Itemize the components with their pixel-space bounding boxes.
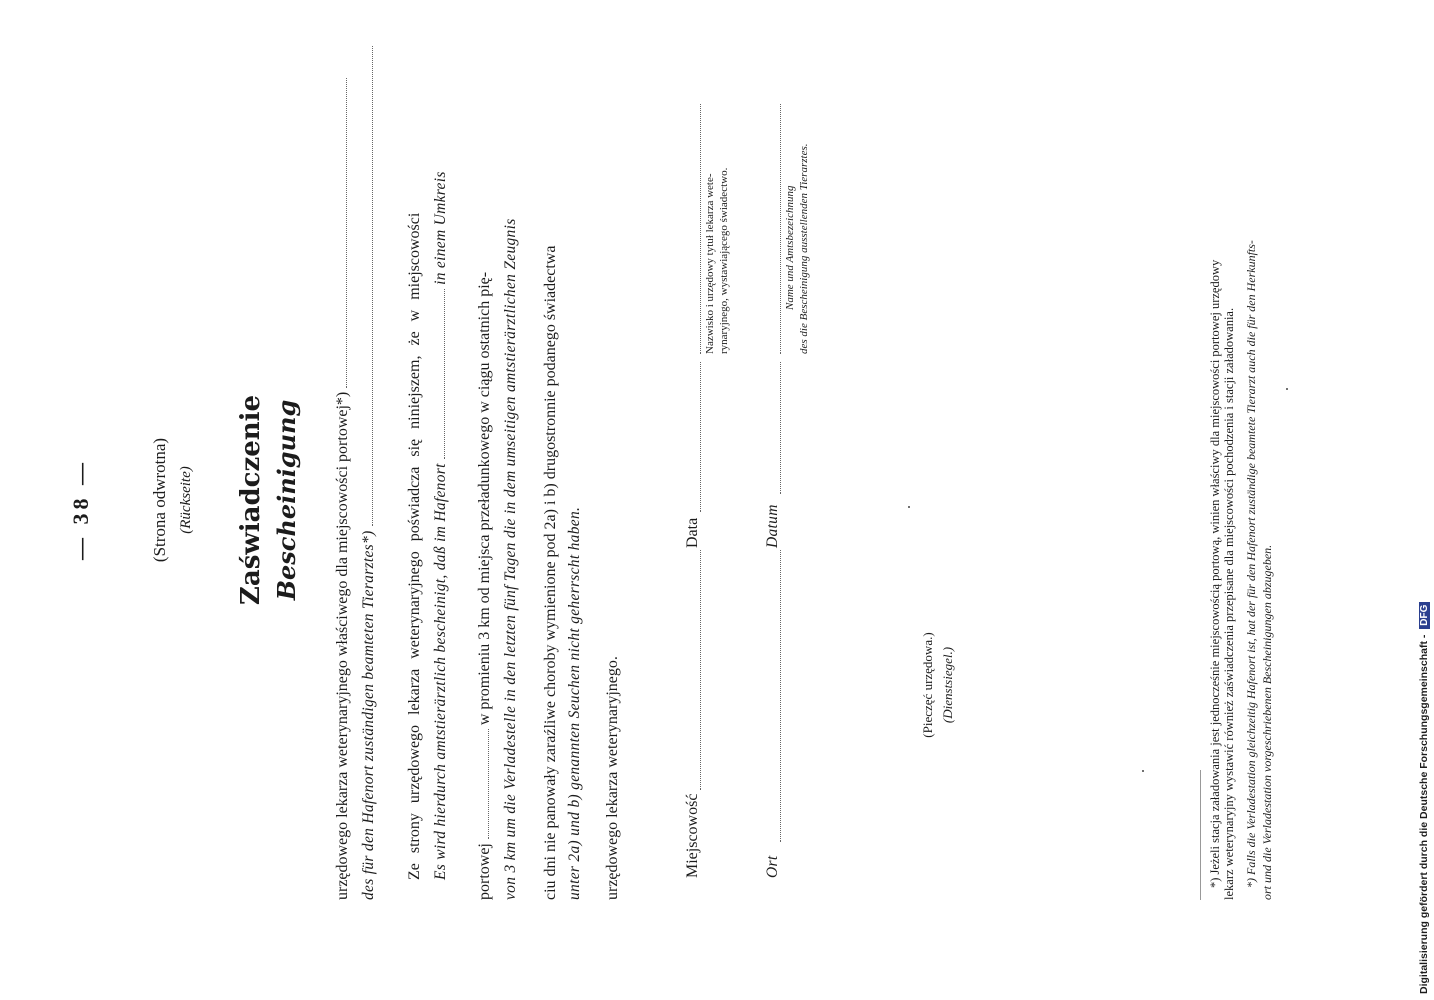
field-ort: Ort [764,855,781,878]
footnote-german-2: ort und die Verladestation vorgeschriebenen Bescheinigungen abzugeben. [1260,544,1274,900]
header-polish: (Strona odwrotna) [150,437,169,563]
title-german: Bescheinigung [272,399,301,601]
footnote-polish-1: *) Jeżeli stacja załadowania jest jednocześnie miejscowością portową, winien właściwy dla miejscowości portowej urzędowy [1208,259,1222,888]
signature-caption-de-2: des die Bescheinigung ausstellenden Tierarztes. [798,143,810,354]
title-polish: Zaświadczenie [236,394,266,606]
data-line [700,362,701,512]
para2-line2-german: von 3 km um die Verladestelle in den letzten fünf Tagen die in dem umseitigen amtstierärztlichen Zeugnis [502,218,519,900]
stamp-german: (Dienstsiegel.) [940,646,955,724]
field-miejscowosc: Miejscowość [684,793,701,878]
para2-line4-polish: urzędowego lekarza weterynaryjnego. [604,656,621,900]
port-name-dots-de [360,46,373,526]
para1-polish: urzędowego lekarza weterynaryjnego właściwego dla miejscowości portowej*) [334,78,352,900]
dfg-logo: DFG [1419,602,1430,629]
signature-caption-de-1: Name und Amtsbezeichnung [784,185,796,310]
para2-line3-polish: ciu dni nie panowały zaraźliwe choroby wymienione pod 2a) i b) drugostronnie podanego świadectwa [542,245,559,900]
ort-line [780,550,781,842]
footnote-polish-2: lekarz weterynaryjny wystawić również zaświadczenia przepisane dla miejscowości pochodzenia i stacji załadowania. [1222,307,1236,900]
para2-line2-polish: portowej w promieniu 3 km od miejsca przeładunkowego w ciągu ostatnich pię- [476,271,493,900]
para2-line1-polish: Ze strony urzędowego lekarza weterynaryjnego poświadcza się niniejszem, że w miejscowości [406,212,423,880]
signature-caption-pl-1: Nazwisko i urzędowy tytuł lekarza wete- [704,173,716,354]
footnote-rule [1200,770,1201,900]
digitization-credit [1418,394,1434,994]
footnote-german-1: *) Falls die Verladestation gleichzeitig Hafenort ist, hat der für den Hafenort zuständige beamtete Tierarzt auch die für den Herkunfts- [1244,240,1258,888]
signature-caption-pl-2: rynaryjnego, wystawiającego świadectwo. [718,167,730,354]
scan-speck [908,506,910,508]
signature-line [700,104,701,354]
portowej-dots [476,729,489,839]
page-number: — 38 — [68,459,93,560]
signature-line-de [780,104,781,354]
port-name-dots [334,78,347,388]
field-data: Data [684,517,701,548]
para2-line3-german: unter 2a) und b) genannten Seuchen nicht geherrscht haben. [566,506,583,900]
datum-line [780,362,781,494]
credit-text: Digitalisierung gefördert durch die Deutsche Forschungsgemeinschaft - [1418,634,1430,994]
scan-speck [1142,770,1144,772]
para1-german: des für den Hafenort zuständigen beamteten Tierarztes*) [360,46,378,900]
field-datum: Datum [764,504,781,548]
hafenort-dots [432,289,445,459]
scan-speck [1286,388,1288,390]
stamp-polish: (Pieczęć urzędowa.) [920,632,935,738]
miejscowosc-line [700,550,701,790]
header-german: (Rückseite) [178,466,194,534]
para2-line1-german: Es wird hierdurch amtstierärztlich bescheinigt, daß im Hafenort in einem Umkreis [432,171,449,880]
